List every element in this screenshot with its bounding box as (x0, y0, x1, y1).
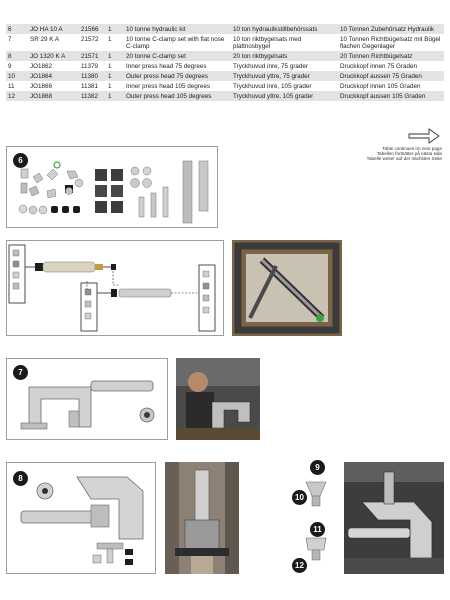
workshop-image (176, 358, 260, 440)
item-badge-11: 11 (310, 522, 325, 537)
table-cell-num: 11379 (79, 61, 106, 71)
table-cell-sv: 10 ton riktbygelsats med plattnosbygel (231, 34, 338, 51)
assembly-diagram-panel (6, 240, 224, 336)
continuation-de: Tabelle weiter auf der nächsten Seite (366, 156, 442, 161)
clamp-20t-panel (6, 462, 156, 574)
frame-press-photo (232, 240, 342, 336)
table-cell-de: Druckkopf aussen 75 Graden (338, 71, 444, 81)
press-setup-image (165, 462, 239, 574)
table-cell-sv: Tryckhuvud inre, 105 grader (231, 81, 338, 91)
clamp-20t-image (7, 463, 157, 575)
table-cell-en: 20 tonne C-clamp set (124, 51, 231, 61)
table-cell-en: Inner press head 105 degrees (124, 81, 231, 91)
table-cell-row: 7 (6, 34, 28, 51)
table-row (6, 91, 444, 101)
table-cell-sv: 20 ton riktbygelsats (231, 51, 338, 61)
table-cell-qty: 1 (106, 24, 124, 34)
item-badge-8: 8 (13, 471, 28, 486)
table-cell-code: JO1866 (28, 81, 79, 91)
table-cell-code: SR 29 K A (28, 34, 79, 51)
pressing-image (344, 462, 444, 574)
continuation-en: Table continues on next page (382, 146, 442, 151)
parts-table (6, 24, 444, 101)
table-cell-code: JO 1320 K A (28, 51, 79, 61)
table-cell-row: 9 (6, 61, 28, 71)
table-cell-num: 11382 (79, 91, 106, 101)
table-row (6, 34, 444, 51)
table-cell-qty: 1 (106, 71, 124, 81)
table-cell-sv: 10 ton hydraulikstillbehörssats (231, 24, 338, 34)
table-cell-row: 12 (6, 91, 28, 101)
table-cell-num: 21571 (79, 51, 106, 61)
table-cell-de: Druckkopf innen 75 Graden (338, 61, 444, 71)
table-cell-num: 21572 (79, 34, 106, 51)
table-row (6, 24, 444, 34)
continue-arrow-icon (407, 126, 441, 146)
table-cell-de: Druckkopf innen 105 Graden (338, 81, 444, 91)
table-cell-code: JO1862 (28, 61, 79, 71)
table-cell-de: 10 Tonnen Zubehörsatz Hydraulik (338, 24, 444, 34)
c-clamp-panel (6, 358, 168, 440)
item-badge-7: 7 (13, 365, 28, 380)
table-cell-qty: 1 (106, 91, 124, 101)
c-clamp-image (7, 359, 169, 441)
table-cell-sv: Tryckhuvud yttre, 75 grader (231, 71, 338, 81)
table-cell-row: 6 (6, 24, 28, 34)
table-cell-qty: 1 (106, 61, 124, 71)
workshop-photo (176, 358, 260, 440)
item-badge-12: 12 (292, 558, 307, 573)
item-badge-10: 10 (292, 490, 307, 505)
table-cell-en: Inner press head 75 degrees (124, 61, 231, 71)
table-cell-de: 20 Tonnen Richtbügelsatz (338, 51, 444, 61)
table-cell-qty: 1 (106, 81, 124, 91)
table-cell-en: 10 tonne hydraulic kit (124, 24, 231, 34)
table-cell-en: 10 tonne C-clamp set with flat nose C-clamp (124, 34, 231, 51)
table-cell-row: 11 (6, 81, 28, 91)
item-badge-9: 9 (310, 460, 325, 475)
table-cell-sv: Tryckhuvud inre, 75 grader (231, 61, 338, 71)
press-setup-photo (165, 462, 239, 574)
table-cell-sv: Tryckhuvud yttre, 105 grader (231, 91, 338, 101)
table-cell-qty: 1 (106, 34, 124, 51)
table-cell-de: 10 Tonnen Richtbügelsatz mit Bügel flachen Gegenlager (338, 34, 444, 51)
frame-press-image (232, 240, 342, 336)
table-row (6, 71, 444, 81)
pressing-photo (344, 462, 444, 574)
table-row (6, 81, 444, 91)
hydraulic-kit-panel (6, 146, 218, 228)
table-cell-row: 10 (6, 71, 28, 81)
table-cell-num: 11381 (79, 81, 106, 91)
table-cell-code: JO1864 (28, 71, 79, 81)
assembly-diagram-image (7, 241, 225, 337)
item-badge-6: 6 (13, 153, 28, 168)
table-cell-num: 21566 (79, 24, 106, 34)
table-cell-en: Outer press head 75 degrees (124, 71, 231, 81)
table-cell-code: JO HA 10 A (28, 24, 79, 34)
table-cell-qty: 1 (106, 51, 124, 61)
table-row (6, 61, 444, 71)
table-cell-num: 11380 (79, 71, 106, 81)
continuation-note (367, 146, 442, 161)
hydraulic-kit-image (7, 147, 219, 229)
continuation-sv: Tabellen fortsätter på nästa sida (376, 151, 442, 156)
table-row (6, 51, 444, 61)
table-cell-code: JO1868 (28, 91, 79, 101)
table-cell-row: 8 (6, 51, 28, 61)
press-heads-group (290, 460, 336, 578)
table-cell-de: Druckkopf aussen 105 Graden (338, 91, 444, 101)
table-cell-en: Outer press head 105 degrees (124, 91, 231, 101)
